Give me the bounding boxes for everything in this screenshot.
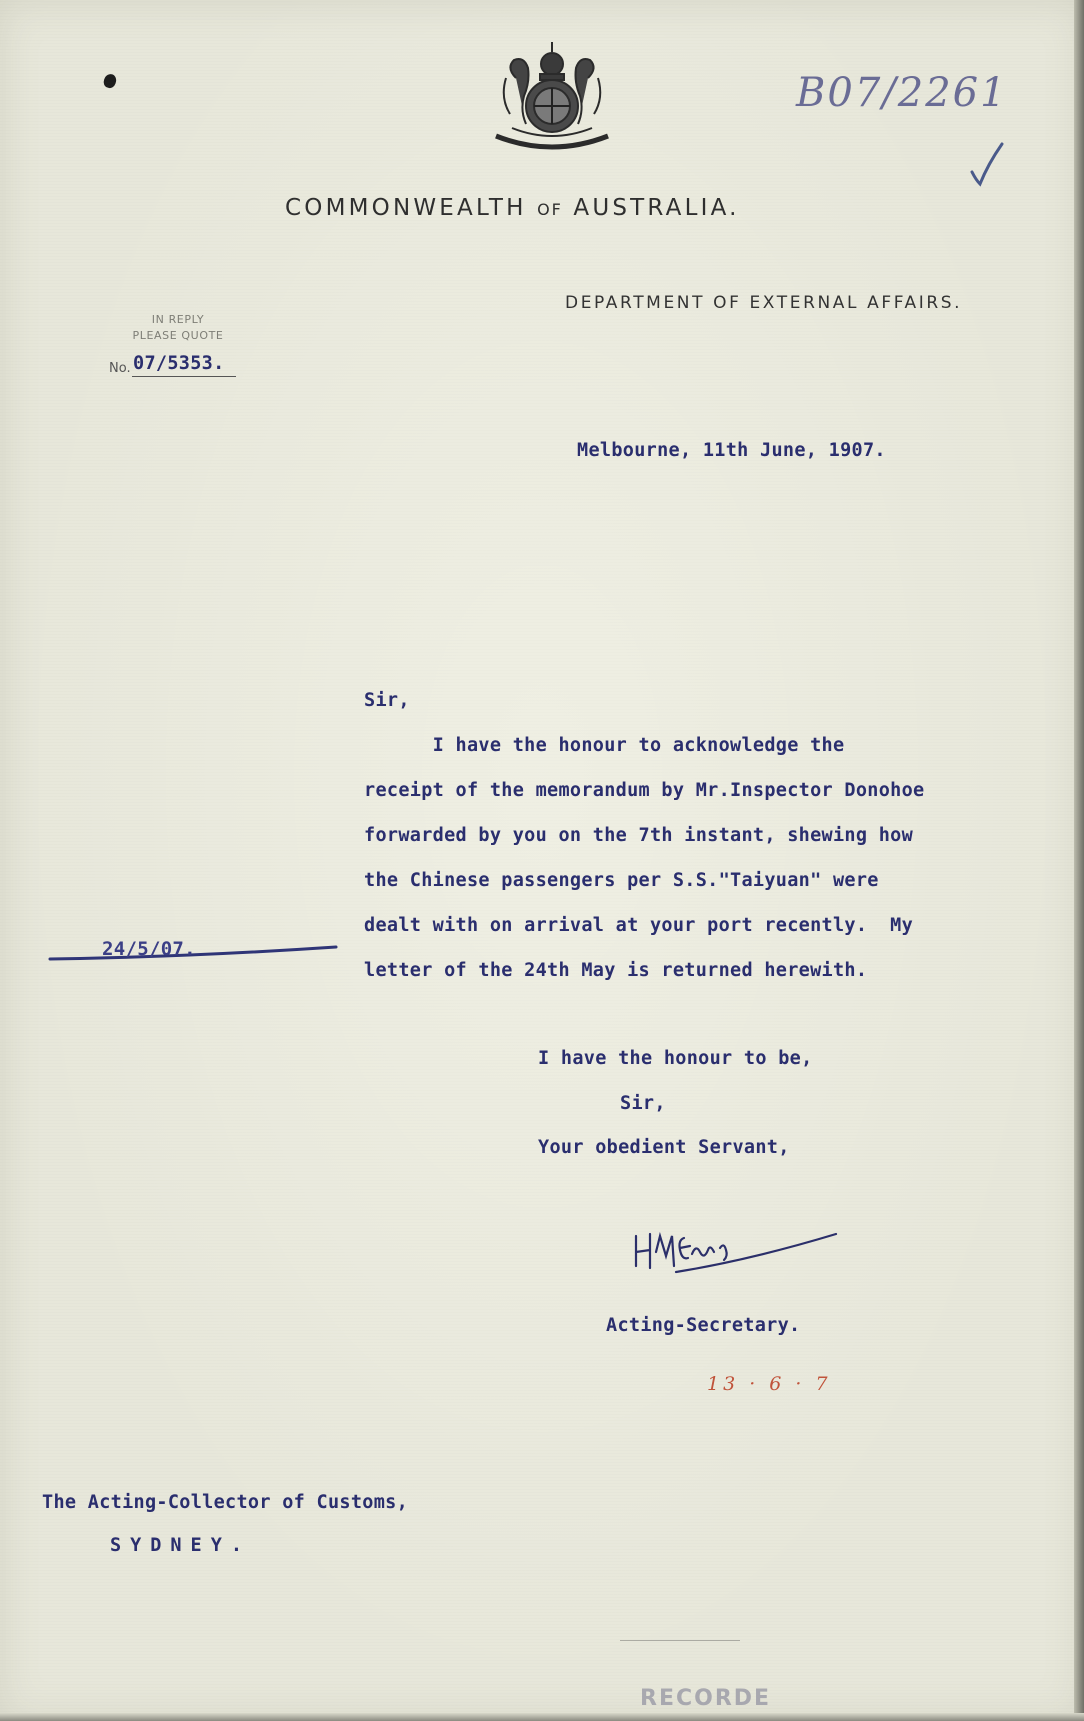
letter-date: Melbourne, 11th June, 1907. <box>577 440 886 461</box>
body-line: forwarded by you on the 7th instant, shewing how <box>364 825 914 846</box>
margin-reference: 24/5/07. <box>102 938 196 960</box>
reply-label-line1: IN REPLY <box>151 313 205 326</box>
title-of: OF <box>537 200 563 219</box>
pencil-date-annotation: 13 · 6 · 7 <box>707 1373 832 1395</box>
salutation: Sir, <box>364 690 410 711</box>
body-line: letter of the 24th May is returned herewith. <box>364 960 868 981</box>
addressee-line-2: SYDNEY. <box>110 1535 251 1556</box>
reference-number: 07/5353. <box>133 353 225 374</box>
closing-line-1: I have the honour to be, <box>538 1048 813 1069</box>
closing-line-2: Sir, <box>620 1093 666 1114</box>
check-mark-icon <box>966 140 1006 188</box>
file-reference-handwritten: B07/2261 <box>796 70 1008 116</box>
received-stamp: RECORDE <box>640 1686 772 1711</box>
signer-title: Acting-Secretary. <box>606 1315 801 1336</box>
coat-of-arms-icon <box>476 38 628 158</box>
body-line: I have the honour to acknowledge the <box>364 735 845 756</box>
faint-pencil-line <box>620 1640 740 1641</box>
letterhead-title <box>285 195 740 221</box>
page-edge-right <box>1074 0 1084 1721</box>
addressee-line-1: The Acting-Collector of Customs, <box>42 1492 409 1513</box>
title-main: COMMONWEALTH <box>285 195 527 221</box>
reply-quote-label <box>118 312 238 344</box>
body-line: dealt with on arrival at your port recently. My <box>364 915 914 936</box>
department-name: DEPARTMENT OF EXTERNAL AFFAIRS. <box>565 293 963 313</box>
closing-line-3: Your obedient Servant, <box>538 1137 790 1158</box>
ink-blot <box>102 72 118 89</box>
title-country: AUSTRALIA. <box>573 195 740 221</box>
reference-underline <box>132 376 236 377</box>
number-label: No. <box>109 361 131 376</box>
body-line: the Chinese passengers per S.S."Taiyuan" were <box>364 870 879 891</box>
body-line: receipt of the memorandum by Mr.Inspector Donohoe <box>364 780 925 801</box>
reply-label-line2: PLEASE QUOTE <box>132 329 224 342</box>
page-edge-bottom <box>0 1713 1084 1721</box>
signature-icon <box>630 1222 840 1282</box>
